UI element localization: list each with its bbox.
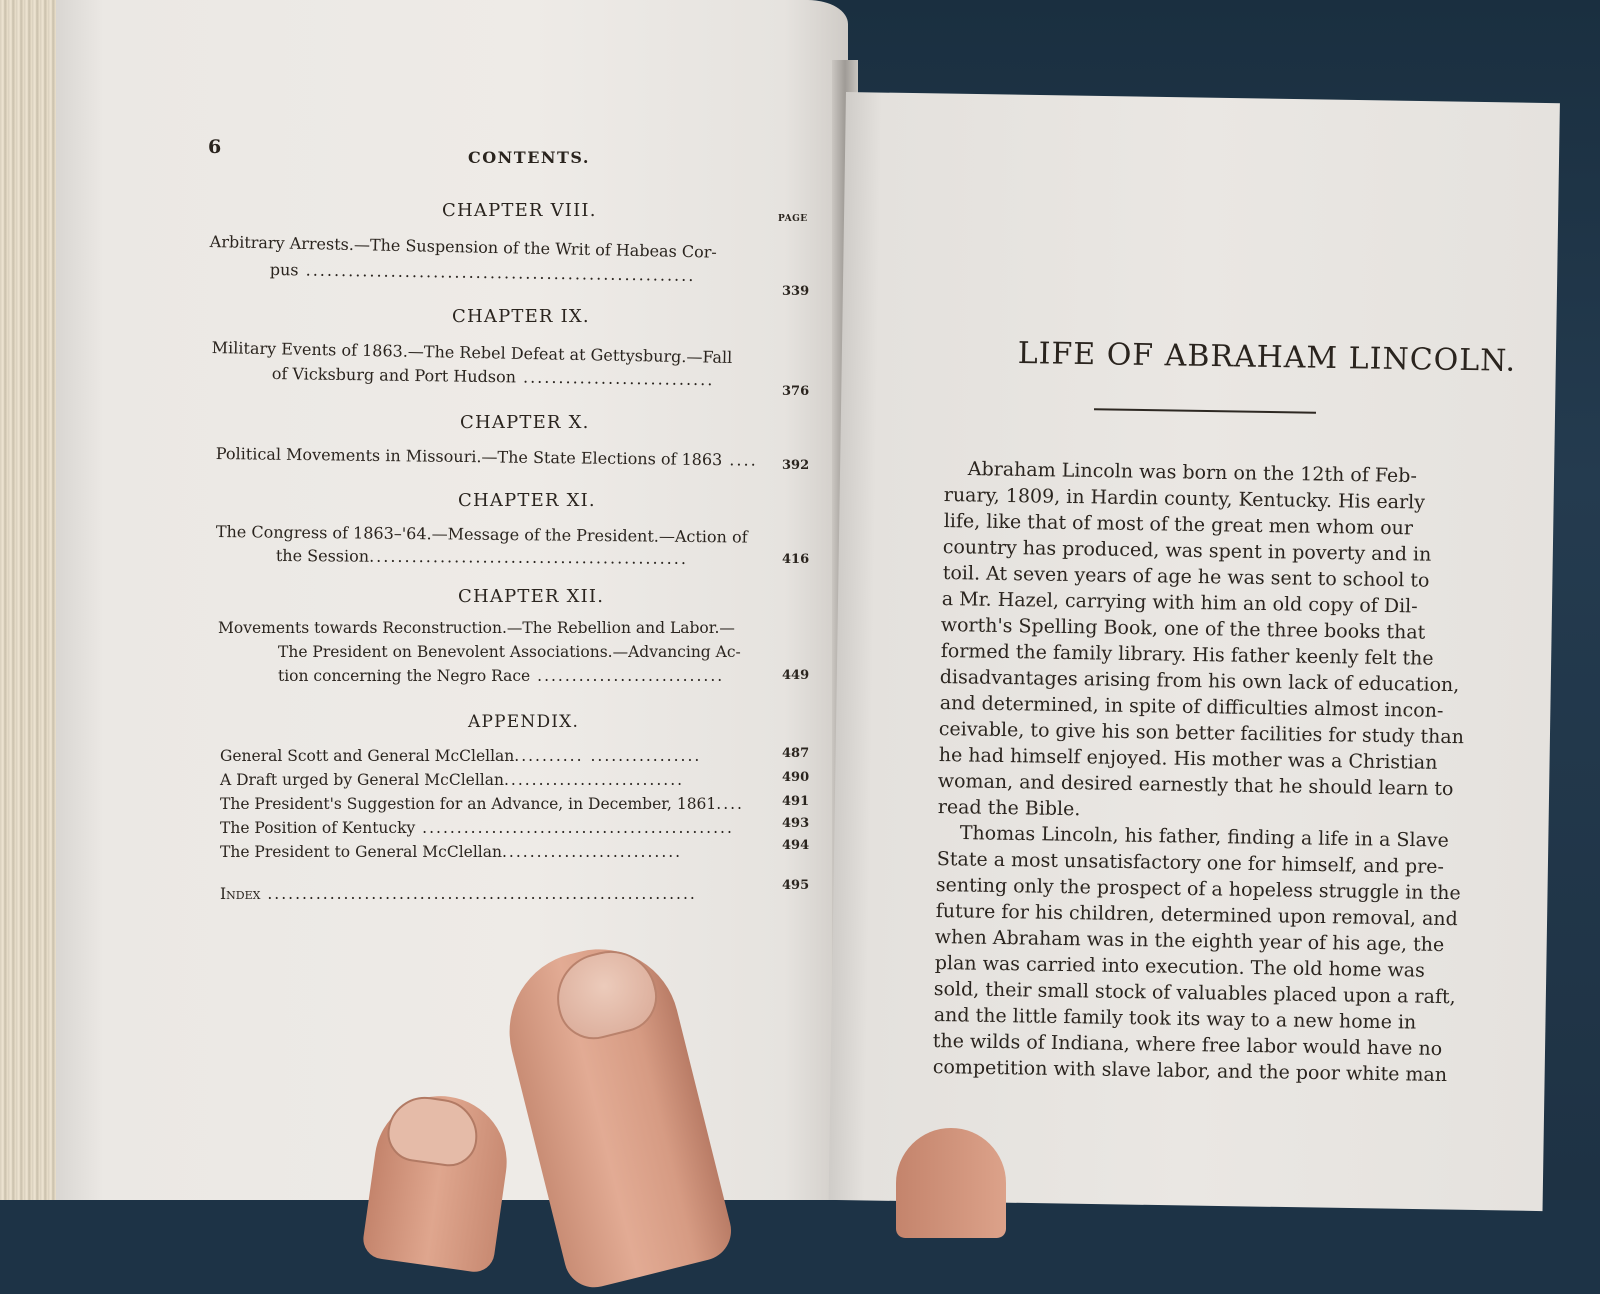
body-line: the wilds of Indiana, where free labor would have no (932, 1030, 1443, 1060)
toc-entry-line: Military Events of 1863.—The Rebel Defeat at Gettysburg.—Fall (211, 337, 733, 367)
appendix-entry: The Position of Kentucky ............................................. (220, 819, 734, 837)
toc-page-number: 493 (782, 816, 810, 831)
body-line: Thomas Lincoln, his father, finding a life in a Slave (959, 822, 1450, 852)
body-line: ceivable, to give his son better facilities for study than (938, 718, 1465, 749)
toc-entry-line: tion concerning the Negro Race ........................... (278, 667, 725, 685)
toc-page-number: 495 (782, 878, 810, 893)
toc-entry-line: The Congress of 1863–'64.—Message of the President.—Action of (215, 521, 748, 547)
body-line: State a most unsatisfactory one for himself, and pre- (936, 848, 1445, 878)
body-line: sold, their small stock of valuables placed upon a raft, (933, 978, 1456, 1009)
chapter-heading: CHAPTER VIII. (442, 200, 597, 221)
toc-entry-line: pus ....................................................... (269, 259, 696, 285)
chapter-heading: CHAPTER XI. (458, 490, 596, 511)
running-head: CONTENTS. (468, 148, 590, 167)
chapter-title: LIFE OF ABRAHAM LINCOLN. (1017, 336, 1517, 379)
body-line: toil. At seven years of age he was sent to school to (942, 562, 1430, 592)
toc-page-number: 491 (782, 794, 810, 809)
body-line: disadvantages arising from his own lack of education, (939, 666, 1460, 697)
title-rule (1094, 408, 1316, 413)
chapter-heading: CHAPTER IX. (452, 306, 590, 327)
toc-page-number: 487 (782, 746, 810, 761)
chapter-heading: CHAPTER X. (460, 412, 590, 433)
toc-entry-line: Arbitrary Arrests.—The Suspension of the Writ of Habeas Cor- (209, 231, 717, 262)
index-entry: Index .............................................................. (220, 885, 697, 903)
toc-page-number: 449 (782, 668, 810, 683)
appendix-entry: The President's Suggestion for an Advance, in December, 1861.... (220, 795, 744, 813)
toc-entry-line: Political Movements in Missouri.—The State Elections of 1863 .... (215, 443, 758, 470)
toc-entry-line: Movements towards Reconstruction.—The Rebellion and Labor.— (218, 619, 735, 637)
toc-page-number: 490 (782, 770, 810, 785)
appendix-entry: The President to General McClellan.......................... (220, 843, 683, 861)
page-column-label: PAGE (778, 214, 808, 224)
body-line: formed the family library. His father keenly felt the (940, 640, 1434, 670)
toc-entry-line: The President on Benevolent Associations.—Advancing Ac- (278, 643, 741, 661)
appendix-entry: A Draft urged by General McClellan.......................... (220, 771, 685, 789)
toc-page-number: 392 (782, 458, 810, 473)
page-number: 6 (208, 136, 222, 158)
toc-page-number: 416 (782, 552, 810, 567)
body-line: he had himself enjoyed. His mother was a Christian (938, 744, 1438, 774)
toc-page-number: 339 (782, 284, 810, 299)
appendix-heading: APPENDIX. (468, 712, 580, 732)
body-line: Abraham Lincoln was born on the 12th of Feb- (967, 458, 1418, 488)
toc-page-number: 494 (782, 838, 810, 853)
body-line: read the Bible. (937, 796, 1081, 821)
body-line: senting only the prospect of a hopeless struggle in the (935, 874, 1461, 905)
appendix-entry: General Scott and General McClellan.......... ................ (220, 747, 702, 765)
body-line: plan was carried into execution. The old home was (934, 952, 1426, 982)
right-thumb (896, 1128, 1006, 1238)
toc-entry-line: the Session............................................. (275, 545, 689, 568)
body-line: life, like that of most of the great men whom our (943, 510, 1414, 540)
body-line: competition with slave labor, and the poor white man (932, 1056, 1448, 1087)
toc-entry-line: of Vicksburg and Port Hudson ........................... (271, 363, 715, 390)
body-line: future for his children, determined upon removal, and (935, 900, 1458, 931)
body-line: ruary, 1809, in Hardin county, Kentucky. His early (943, 484, 1426, 514)
body-line: a Mr. Hazel, carrying with him an old copy of Dil- (941, 588, 1418, 618)
body-line: woman, and desired earnestly that he should learn to (937, 770, 1454, 801)
body-line: and determined, in spite of difficulties almost incon- (939, 692, 1444, 722)
chapter-heading: CHAPTER XII. (458, 586, 605, 607)
toc-page-number: 376 (782, 384, 810, 399)
body-line: and the little family took its way to a new home in (933, 1004, 1417, 1034)
body-line: worth's Spelling Book, one of the three books that (940, 614, 1426, 644)
body-line: when Abraham was in the eighth year of his age, the (934, 926, 1445, 956)
body-line: country has produced, was spent in poverty and in (942, 536, 1432, 566)
